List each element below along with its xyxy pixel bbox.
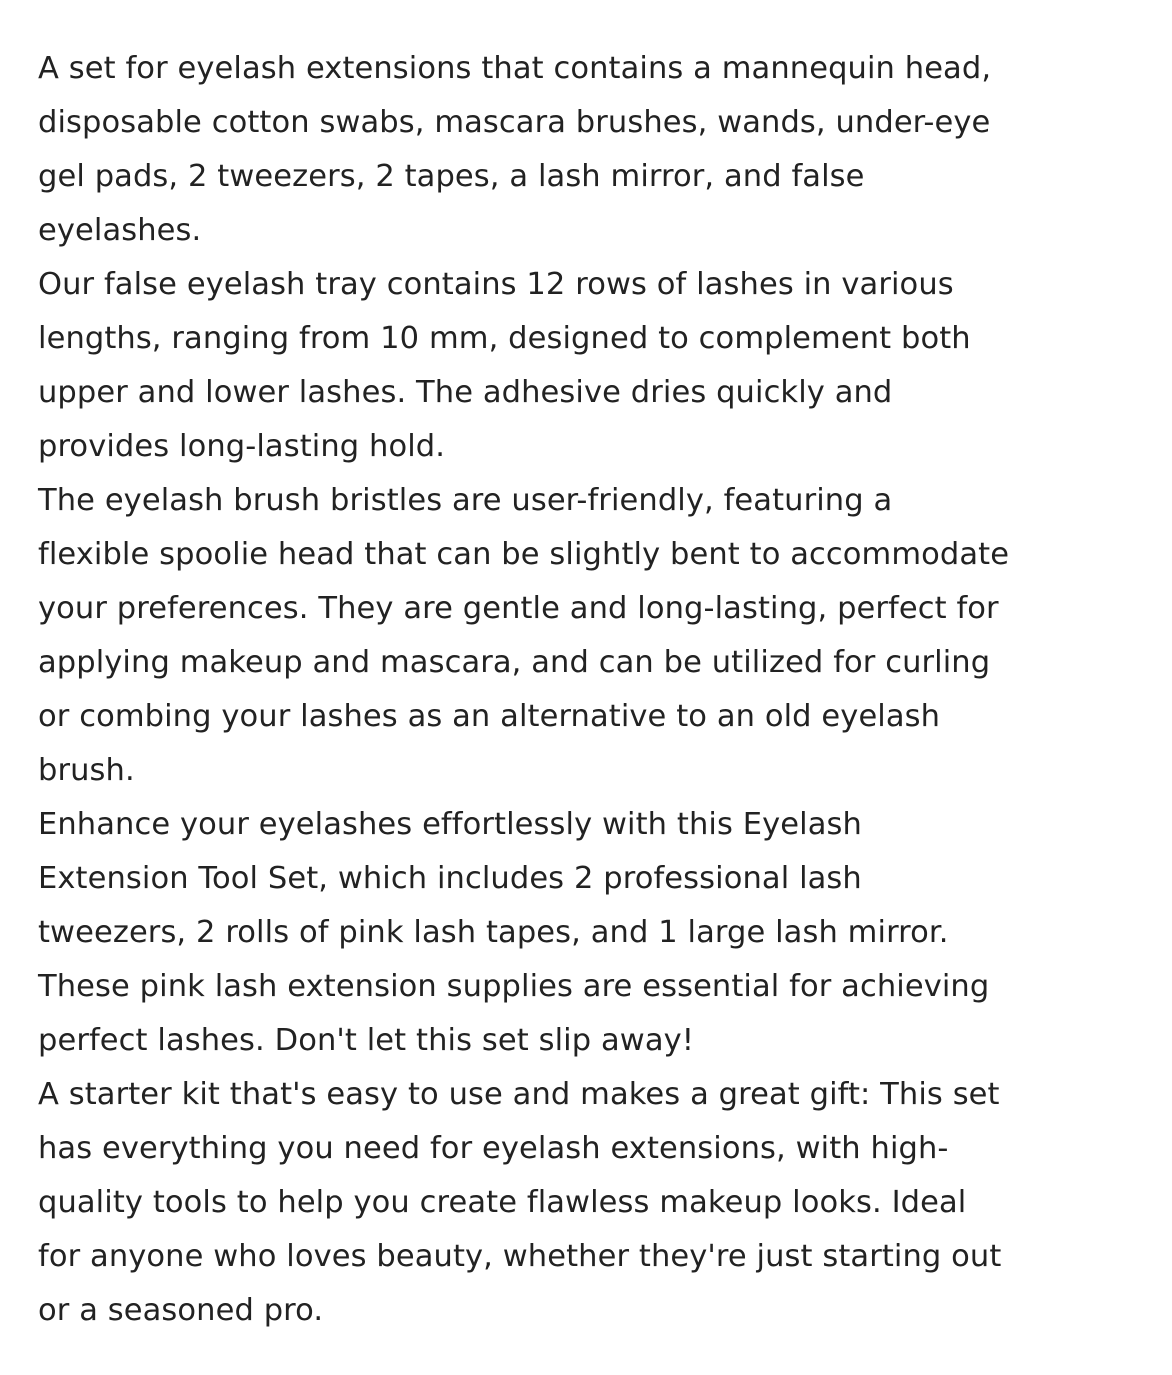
text-line: A set for eyelash extensions that contains a mannequin head,: [38, 51, 992, 86]
text-line: for anyone who loves beauty, whether they're just starting out: [38, 1239, 1002, 1274]
text-line: disposable cotton swabs, mascara brushes, wands, under-eye: [38, 105, 991, 140]
paragraph-starter-kit: [38, 1068, 1150, 1338]
text-line: provides long-lasting hold.: [38, 429, 446, 464]
text-line: perfect lashes. Don't let this set slip away!: [38, 1023, 695, 1058]
text-line: A starter kit that's easy to use and makes a great gift: This set: [38, 1077, 1000, 1112]
text-line: lengths, ranging from 10 mm, designed to complement both: [38, 321, 971, 356]
text-line: flexible spoolie head that can be slightly bent to accommodate: [38, 537, 1010, 572]
paragraph-tool-set: [38, 798, 1150, 1068]
paragraph-lash-tray: [38, 258, 1150, 474]
text-line: quality tools to help you create flawless makeup looks. Ideal: [38, 1185, 967, 1220]
text-line: or combing your lashes as an alternative to an old eyelash: [38, 699, 941, 734]
text-line: Enhance your eyelashes effortlessly with this Eyelash: [38, 807, 862, 842]
text-line: gel pads, 2 tweezers, 2 tapes, a lash mirror, and false: [38, 159, 865, 194]
text-line: your preferences. They are gentle and long-lasting, perfect for: [38, 591, 999, 626]
text-line: Extension Tool Set, which includes 2 professional lash: [38, 861, 862, 896]
text-line: or a seasoned pro.: [38, 1293, 324, 1328]
text-line: brush.: [38, 753, 135, 788]
paragraph-kit-contents: [38, 42, 1150, 258]
text-line: upper and lower lashes. The adhesive dries quickly and: [38, 375, 893, 410]
text-line: These pink lash extension supplies are essential for achieving: [38, 969, 990, 1004]
text-line: eyelashes.: [38, 213, 202, 248]
text-line: applying makeup and mascara, and can be utilized for curling: [38, 645, 991, 680]
paragraph-brush-bristles: [38, 474, 1150, 798]
product-description: [38, 42, 1150, 1338]
text-line: tweezers, 2 rolls of pink lash tapes, and 1 large lash mirror.: [38, 915, 949, 950]
text-line: The eyelash brush bristles are user-friendly, featuring a: [38, 483, 893, 518]
text-line: has everything you need for eyelash extensions, with high-: [38, 1131, 949, 1166]
text-line: Our false eyelash tray contains 12 rows of lashes in various: [38, 267, 954, 302]
